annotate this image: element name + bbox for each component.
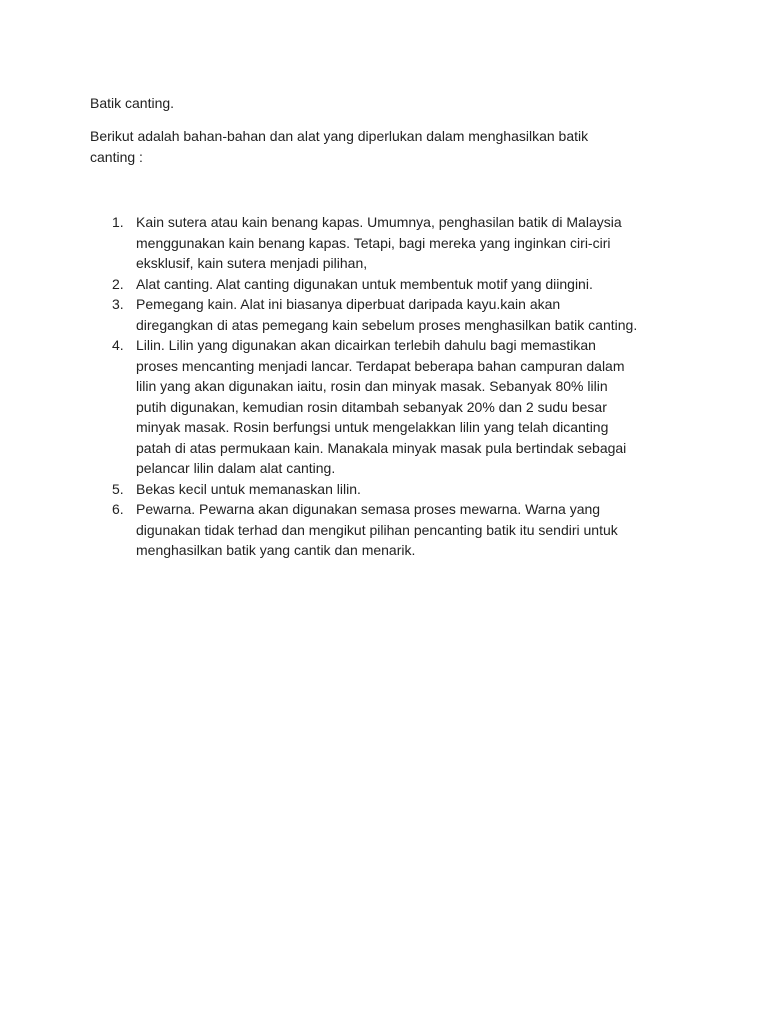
list-item: [90, 294, 690, 335]
list-item-text: Lilin. Lilin yang digunakan akan dicairkan terlebih dahulu bagi memastikan proses mencanting menjadi lancar. Terdapat beberapa bahan campuran dalam lilin yang akan digunakan iaitu, rosin dan minyak masak. Sebanyak 80% lilin putih digunakan, kemudian rosin ditambah sebanyak 20% dan 2 sudu besar minyak masak. Rosin berfungsi untuk mengelakkan lilin yang telah dicanting patah di atas permukaan kain. Manakala minyak masak pula bertindak sebagai pelancar lilin dalam alat canting.: [136, 337, 627, 476]
list-item: [90, 212, 690, 274]
list-item-text: Alat canting. Alat canting digunakan untuk membentuk motif yang diingini.: [136, 275, 593, 292]
list-item-number: 6.: [112, 501, 124, 517]
list-item: [90, 499, 690, 561]
list-item-text: Pewarna. Pewarna akan digunakan semasa proses mewarna. Warna yang digunakan tidak terhad dan mengikut pilihan pencanting batik itu sendiri untuk menghasilkan batik yang cantik dan menarik.: [136, 501, 618, 558]
list-item: [90, 274, 690, 295]
list-item-number: 1.: [112, 214, 124, 230]
list-item-number: 4.: [112, 337, 124, 353]
list-item-text: Bekas kecil untuk memanaskan lilin.: [136, 480, 361, 497]
list-item: [90, 335, 690, 479]
list-item: [90, 479, 690, 500]
list-item-number: 5.: [112, 480, 124, 497]
list-item-text: Pemegang kain. Alat ini biasanya diperbuat daripada kayu.kain akan diregangkan di atas pemegang kain sebelum proses menghasilkan batik canting.: [136, 296, 638, 333]
intro-paragraph: Berikut adalah bahan-bahan dan alat yang diperlukan dalam menghasilkan batik canting :: [90, 128, 589, 165]
list-item-number: 2.: [112, 275, 124, 292]
list-item-number: 3.: [112, 296, 124, 312]
list-item-text: Kain sutera atau kain benang kapas. Umumnya, penghasilan batik di Malaysia menggunakan kain benang kapas. Tetapi, bagi mereka yang inginkan ciri-ciri eksklusif, kain sutera menjadi pilihan,: [136, 214, 622, 271]
materials-list: [90, 212, 690, 561]
document-title: Batik canting.: [90, 95, 175, 111]
